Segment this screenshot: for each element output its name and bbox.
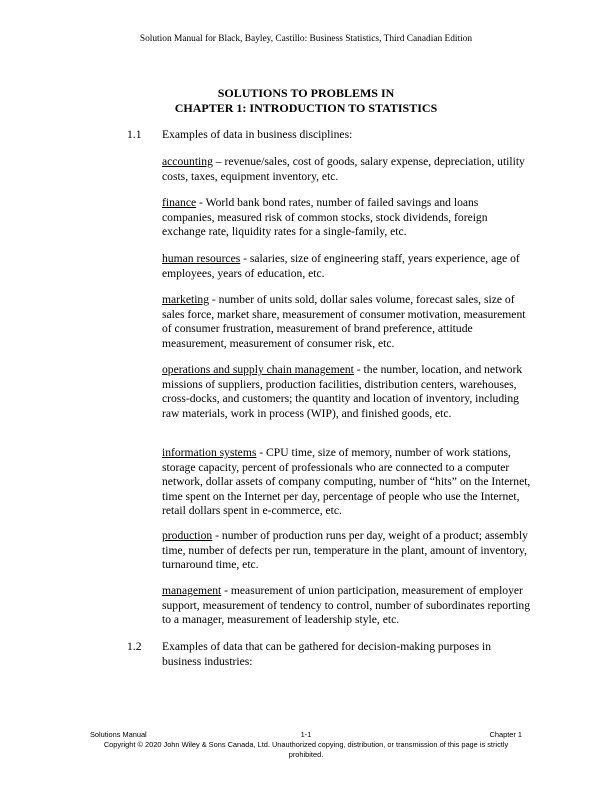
discipline-paragraph bbox=[162, 293, 532, 351]
discipline-term: management bbox=[162, 584, 222, 597]
page-title-line-2: CHAPTER 1: INTRODUCTION TO STATISTICS bbox=[174, 101, 438, 115]
discipline-paragraph bbox=[162, 446, 532, 519]
discipline-term: operations and supply chain management bbox=[162, 363, 354, 376]
footer-page-number: 1-1 bbox=[300, 730, 312, 739]
discipline-term: information systems bbox=[162, 446, 257, 459]
problem-number: 1.2 bbox=[127, 640, 142, 653]
discipline-paragraph bbox=[162, 584, 532, 628]
footer-copyright: Copyright © 2020 John Wiley & Sons Canada, Ltd. Unauthorized copying, distribution, or transmission of this page is strictly prohibited. bbox=[103, 740, 509, 759]
footer-left: Solutions Manual bbox=[90, 730, 147, 739]
discipline-paragraph bbox=[162, 363, 532, 421]
discipline-text: - number of production runs per day, weight of a product; assembly time, number of defects per run, temperature in the plant, amount of inventory, turnaround time, etc. bbox=[162, 529, 528, 572]
discipline-text: - the number, location, and network missions of suppliers, production facilities, distribution centers, warehouses, cross-docks, and customers; the quantity and location of inventory, including raw materials, work in process (WIP), and finished goods, etc. bbox=[162, 363, 523, 420]
discipline-text: - CPU time, size of memory, number of work stations, storage capacity, percent of professionals who are connected to a computer network, dollar assets of company computing, number of “hits” on the Internet, time spent on the Internet per day, percentage of people who use the Internet, retail dollars spent in e-commerce, etc. bbox=[162, 446, 531, 518]
page-title-line-1: SOLUTIONS TO PROBLEMS IN bbox=[217, 86, 395, 100]
discipline-paragraph bbox=[162, 196, 532, 240]
discipline-text: - World bank bond rates, number of failed savings and loans companies, measured risk of common stocks, stock dividends, foreign exchange rate, liquidity rates for a single-family, etc. bbox=[162, 196, 488, 239]
discipline-paragraph bbox=[162, 529, 532, 573]
discipline-paragraph bbox=[162, 252, 532, 281]
discipline-paragraph bbox=[162, 155, 532, 184]
problem-number: 1.1 bbox=[127, 128, 142, 141]
discipline-term: production bbox=[162, 529, 213, 542]
running-header: Solution Manual for Black, Bayley, Castillo: Business Statistics, Third Canadian Edition bbox=[139, 34, 473, 44]
problem-text: Examples of data in business disciplines: bbox=[162, 128, 353, 141]
discipline-term: finance bbox=[162, 196, 197, 209]
discipline-term: human resources bbox=[162, 252, 241, 265]
discipline-term: marketing bbox=[162, 293, 210, 306]
discipline-term: accounting bbox=[162, 155, 213, 168]
discipline-text: - measurement of union participation, measurement of employer support, measurement of tendency to control, number of subordinates reporting to a manager, measurement of leadership style, etc. bbox=[162, 584, 531, 627]
discipline-text: - number of units sold, dollar sales volume, forecast sales, size of sales force, market share, measurement of consumer motivation, measurement of consumer frustration, measurement of brand preference, attitude measurement, measurement of consumer risk, etc. bbox=[162, 293, 526, 350]
problem-text: Examples of data that can be gathered for decision-making purposes in business industries: bbox=[162, 640, 492, 668]
discipline-text: - salaries, size of engineering staff, years experience, age of employees, years of education, etc. bbox=[162, 252, 520, 280]
footer-right: Chapter 1 bbox=[489, 730, 522, 739]
discipline-text: – revenue/sales, cost of goods, salary expense, depreciation, utility costs, taxes, equipment inventory, etc. bbox=[162, 155, 525, 183]
